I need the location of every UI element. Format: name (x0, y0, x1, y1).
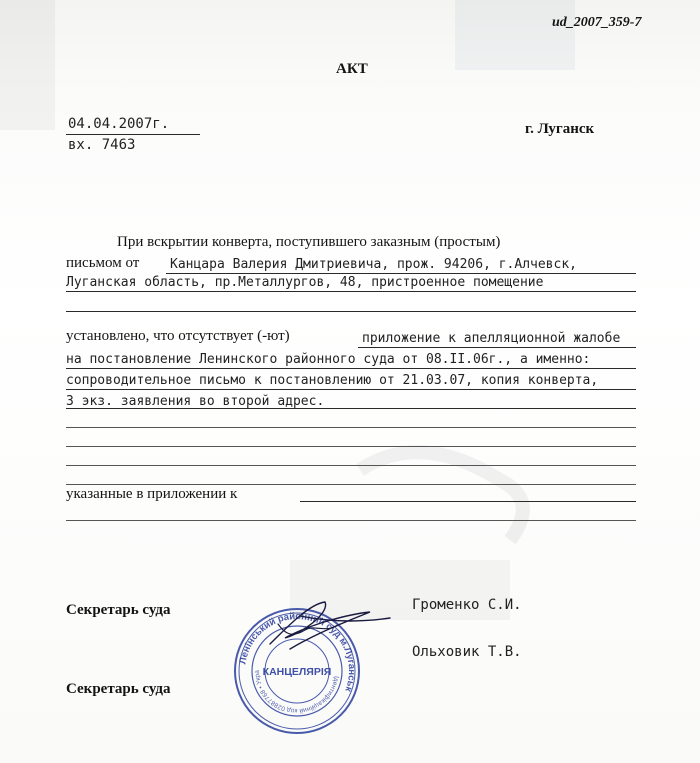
line-1 (166, 273, 636, 274)
incoming-number: вх. 7463 (68, 137, 136, 153)
signature-name-1: Громенко С.И. (412, 597, 522, 613)
line-6 (66, 389, 636, 390)
missing-line-3: сопроводительное письмо к постановлению от 21.03.07, копия конверта, (66, 373, 599, 388)
missing-line-1: приложение к апелляционной жалобе (362, 331, 621, 346)
city: г. Луганск (525, 121, 595, 137)
stamp-ring-text: Ленінський районний суд м.Луганськ (237, 610, 358, 694)
line-11 (66, 484, 636, 485)
line-8 (66, 427, 636, 428)
signature-role-1: Секретарь суда (66, 602, 171, 618)
signature-role-2: Секретарь суда (66, 681, 171, 697)
missing-line-2: на постановление Ленинского районного суда от 08.II.06г., а именно: (66, 352, 591, 367)
stamp-center-text: КАНЦЕЛЯРІЯ (262, 666, 332, 678)
date-underline (66, 134, 200, 135)
missing-line-4: 3 экз. заявления во второй адрес. (66, 394, 325, 409)
document-title: АКТ (336, 61, 368, 77)
para2-prefix: установлено, что отсутствует (-ют) (66, 328, 290, 344)
line-5 (66, 368, 636, 369)
line-10 (66, 465, 636, 466)
handwritten-signature (230, 594, 400, 664)
para1-lead: При вскрытии конверта, поступившего заказным (простым) (117, 234, 501, 250)
line-3 (66, 311, 636, 312)
line-12 (66, 520, 636, 521)
signature-name-2: Ольховик Т.В. (412, 644, 522, 660)
stamp-inner-ring-text: Ідентифікаційний код 02887768 • Україна (230, 601, 340, 715)
attachment-blank (300, 501, 636, 502)
sender-line-1: Канцара Валерия Дмитриевича, прож. 94206, г.Алчевск, (170, 257, 577, 272)
line-2 (66, 291, 636, 292)
para1-prefix: письмом от (66, 255, 140, 271)
sender-line-2: Луганская область, пр.Металлургов, 48, пристроенное помещение (66, 275, 544, 290)
line-9 (66, 446, 636, 447)
line-7 (66, 408, 636, 409)
attachment-prefix: указанные в приложении к (66, 486, 238, 502)
document-id: ud_2007_359-7 (552, 15, 642, 30)
line-4 (358, 347, 636, 348)
act-date: 04.04.2007г. (68, 116, 170, 132)
